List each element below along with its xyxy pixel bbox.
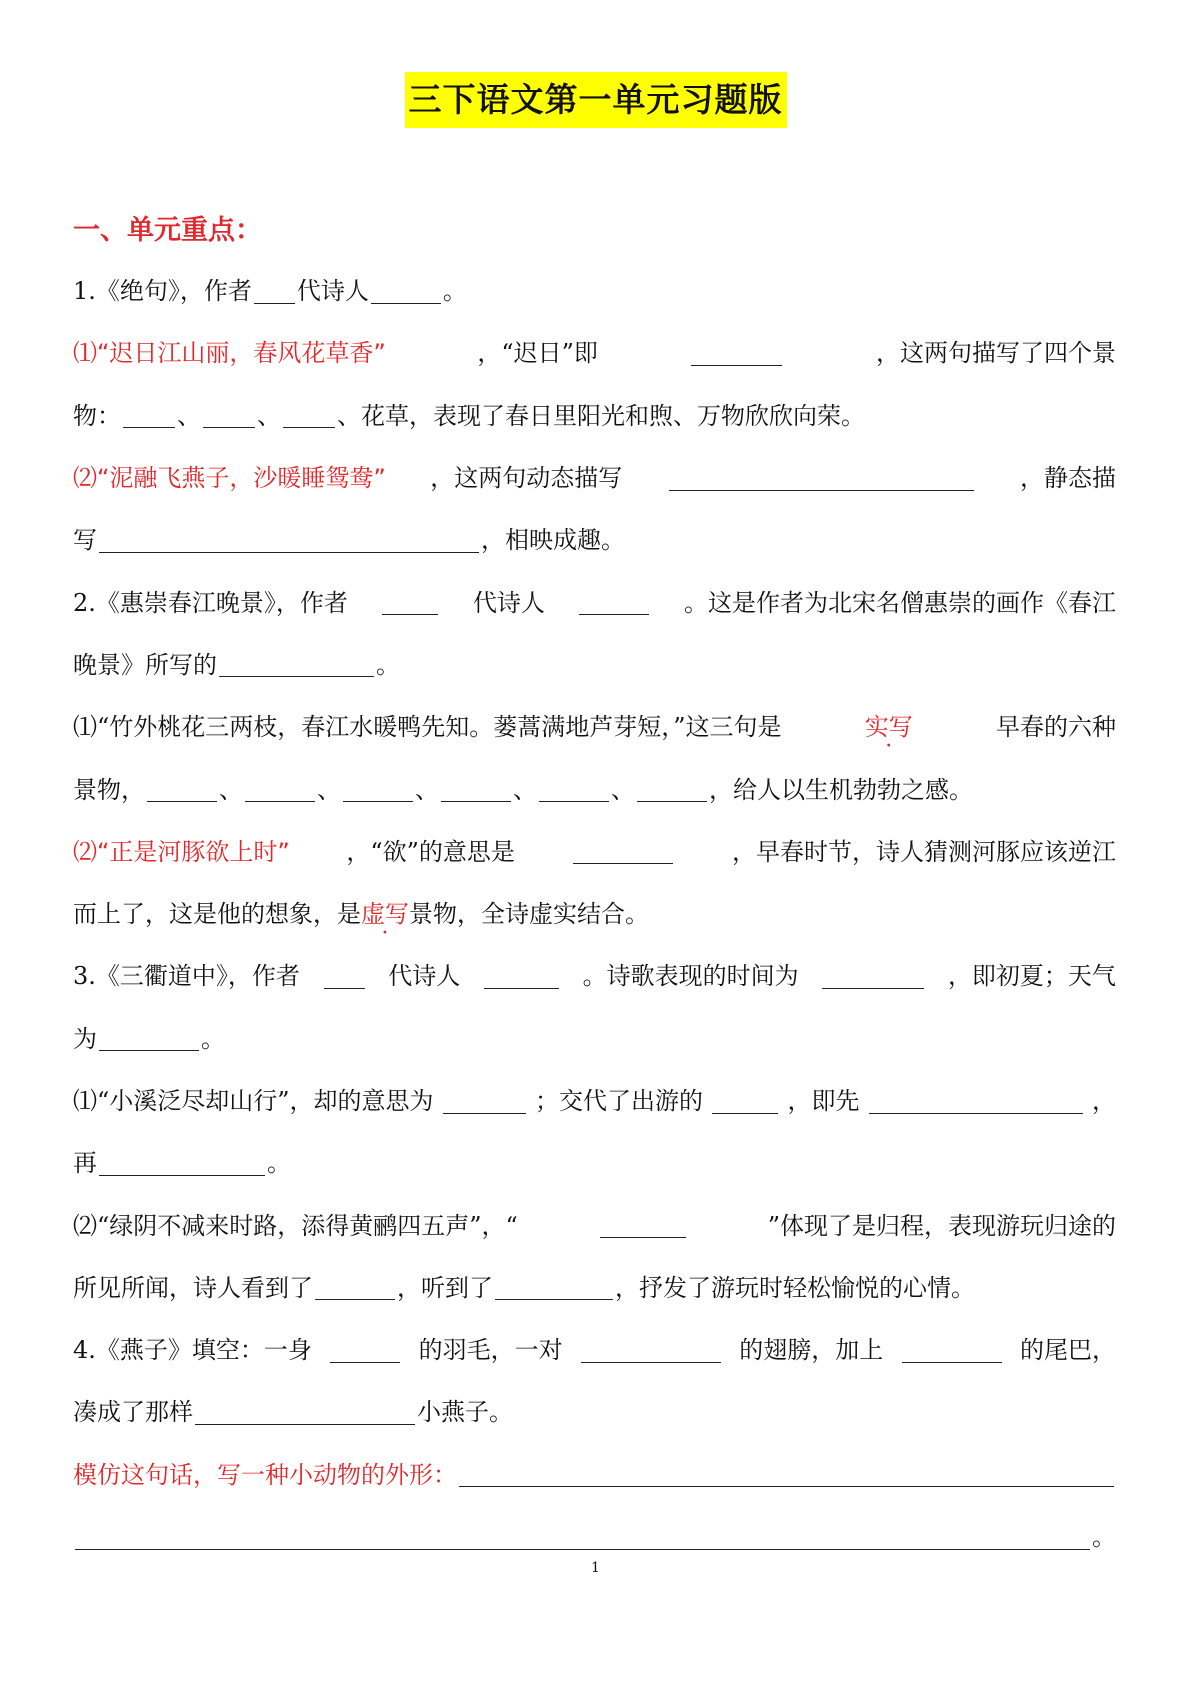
document-title: 三下语文第一单元习题版 <box>405 72 787 128</box>
text: 小燕子。 <box>417 1398 513 1427</box>
text: ，听到了 <box>397 1273 493 1302</box>
fill-in-blank[interactable] <box>245 777 315 802</box>
text-line <box>73 634 1116 696</box>
highlighted-quote: 模仿这句话，写一种小动物的外形： <box>73 1460 457 1489</box>
text: 而上了，这是他的想象，是 <box>73 900 361 929</box>
fill-in-blank[interactable] <box>343 777 413 802</box>
text: 、 <box>513 775 537 804</box>
text-line <box>73 1381 1116 1443</box>
fill-in-blank[interactable] <box>147 777 217 802</box>
text: 的尾巴， <box>1019 1336 1116 1365</box>
fill-in-blank[interactable] <box>902 1338 1002 1363</box>
fill-in-blank[interactable] <box>669 466 974 491</box>
text: 。 <box>201 1024 225 1053</box>
text: 。诗歌表现的时间为 <box>582 962 799 991</box>
fill-in-blank[interactable] <box>99 1026 199 1051</box>
fill-in-blank[interactable] <box>495 1275 613 1300</box>
text: 1.《绝句》，作者 <box>73 277 252 306</box>
text-line <box>73 571 1116 633</box>
section-heading: 一、单元重点： <box>73 215 262 246</box>
text-line <box>73 1194 1116 1256</box>
text: 凑成了那样 <box>73 1398 193 1427</box>
text-line <box>73 883 1116 945</box>
text: 写 <box>73 526 97 555</box>
text: ，静态描 <box>1020 464 1116 493</box>
page-number: 1 <box>591 1560 600 1576</box>
text: ，早春时节，诗人猜测河豚应该逆江 <box>731 837 1116 866</box>
text: 景物，全诗虚实结合。 <box>409 900 649 929</box>
text: 、 <box>257 401 281 430</box>
fill-in-blank[interactable] <box>195 1400 415 1425</box>
fill-in-blank[interactable] <box>637 777 707 802</box>
text-line <box>73 821 1116 883</box>
text: 晚景》所写的 <box>73 650 217 679</box>
fill-in-blank[interactable] <box>441 777 511 802</box>
fill-in-blank[interactable] <box>324 964 365 989</box>
text: 。 <box>267 1149 291 1178</box>
text: 3.《三衢道中》，作者 <box>73 962 300 991</box>
text: ，即先 <box>787 1087 860 1115</box>
text: 、 <box>415 775 439 804</box>
fill-in-blank[interactable] <box>822 964 924 989</box>
text: 、 <box>317 775 341 804</box>
text: ， <box>1091 1087 1116 1115</box>
highlighted-quote: ⑴“迟日江山丽，春风花草香” <box>73 339 386 368</box>
text: ；交代了出游的 <box>535 1087 704 1115</box>
fill-in-blank[interactable] <box>443 1089 526 1114</box>
highlighted-quote: ⑵“正是河豚欲上时” <box>73 837 290 866</box>
text-line <box>73 1070 1116 1132</box>
text-line <box>73 945 1116 1007</box>
text-line <box>73 1257 1116 1319</box>
text: ”体现了是归程，表现游玩归途的 <box>767 1211 1116 1240</box>
text: 。 <box>376 650 400 679</box>
fill-in-blank[interactable] <box>99 528 479 553</box>
text: 4.《燕子》填空：一身 <box>73 1336 312 1365</box>
text: 、 <box>219 775 243 804</box>
text: 代诗人 <box>296 277 369 306</box>
title-wrap <box>0 72 1191 128</box>
fill-in-blank[interactable] <box>203 403 255 428</box>
fill-in-blank[interactable] <box>869 1089 1083 1114</box>
text: ，即初夏；天气 <box>947 962 1116 991</box>
text: ⑴“小溪泛尽却山行”，却的意思为 <box>73 1087 434 1115</box>
fill-in-blank[interactable] <box>75 1525 1090 1550</box>
fill-in-blank[interactable] <box>382 590 438 615</box>
text: 景物， <box>73 775 145 804</box>
fill-in-blank[interactable] <box>484 964 559 989</box>
fill-in-blank[interactable] <box>315 1275 395 1300</box>
fill-in-blank[interactable] <box>123 403 175 428</box>
text-line <box>73 758 1116 820</box>
text: ，抒发了游玩时轻松愉悦的心情。 <box>615 1273 975 1302</box>
text-line <box>73 1008 1116 1070</box>
text: ，“欲”的意思是 <box>346 837 515 866</box>
text: 的翅膀，加上 <box>739 1336 884 1365</box>
text: ，相映成趣。 <box>481 526 625 555</box>
fill-in-blank[interactable] <box>581 1338 721 1363</box>
fill-in-blank[interactable] <box>219 652 374 677</box>
highlighted-quote: ⑵“泥融飞燕子，沙暖睡鸳鸯” <box>73 464 386 493</box>
fill-in-blank[interactable] <box>330 1338 400 1363</box>
text: ，给人以生机勃勃之感。 <box>709 775 973 804</box>
text: ，这两句描写了四个景 <box>875 339 1116 368</box>
text: 。 <box>1092 1523 1116 1552</box>
text-line <box>73 260 1116 322</box>
text: ⑵“绿阴不减来时路，添得黄鹂四五声”，“ <box>73 1211 518 1240</box>
fill-in-blank[interactable] <box>459 1462 1114 1487</box>
emphasis-dotted: 虚写 · <box>361 883 409 945</box>
text: 所见所闻，诗人看到了 <box>73 1273 313 1302</box>
text: 早春的六种 <box>995 713 1116 742</box>
text: 、花草，表现了春日里阳光和煦、万物欣欣向荣。 <box>337 401 865 430</box>
text: 、 <box>177 401 201 430</box>
text: ，“迟日”即 <box>477 339 598 368</box>
text-line <box>73 322 1116 384</box>
fill-in-blank[interactable] <box>371 279 441 304</box>
text: ⑴“竹外桃花三两枝，春江水暖鸭先知。蒌蒿满地芦芽短，”这三句是 <box>73 713 782 742</box>
text: 代诗人 <box>388 962 461 991</box>
text: 再 <box>73 1149 97 1178</box>
fill-in-blank[interactable] <box>254 279 295 304</box>
text-line <box>73 1132 1116 1194</box>
fill-in-blank[interactable] <box>600 1213 686 1238</box>
text: ，这两句动态描写 <box>430 464 623 493</box>
text: 代诗人 <box>472 588 545 617</box>
text-line <box>73 1506 1116 1568</box>
fill-in-blank[interactable] <box>712 1089 778 1114</box>
document-body <box>73 260 1116 1568</box>
fill-in-blank[interactable] <box>691 341 782 366</box>
emphasis-dotted: 实写 · <box>865 696 913 758</box>
text: 为 <box>73 1024 97 1053</box>
text: 、 <box>611 775 635 804</box>
text: 。这是作者为北宋名僧惠崇的画作《春江 <box>683 588 1116 617</box>
fill-in-blank[interactable] <box>539 777 609 802</box>
text: 2.《惠崇春江晚景》，作者 <box>73 588 348 617</box>
text: 的羽毛，一对 <box>418 1336 563 1365</box>
fill-in-blank[interactable] <box>579 590 649 615</box>
text: 物： <box>73 401 121 430</box>
text-line <box>73 447 1116 509</box>
text: 。 <box>442 277 467 306</box>
text-line <box>73 696 1116 758</box>
fill-in-blank[interactable] <box>283 403 335 428</box>
text-line <box>73 1319 1116 1381</box>
fill-in-blank[interactable] <box>99 1151 265 1176</box>
text-line <box>73 1444 1116 1506</box>
text-line <box>73 509 1116 571</box>
text-line <box>73 385 1116 447</box>
fill-in-blank[interactable] <box>573 839 673 864</box>
